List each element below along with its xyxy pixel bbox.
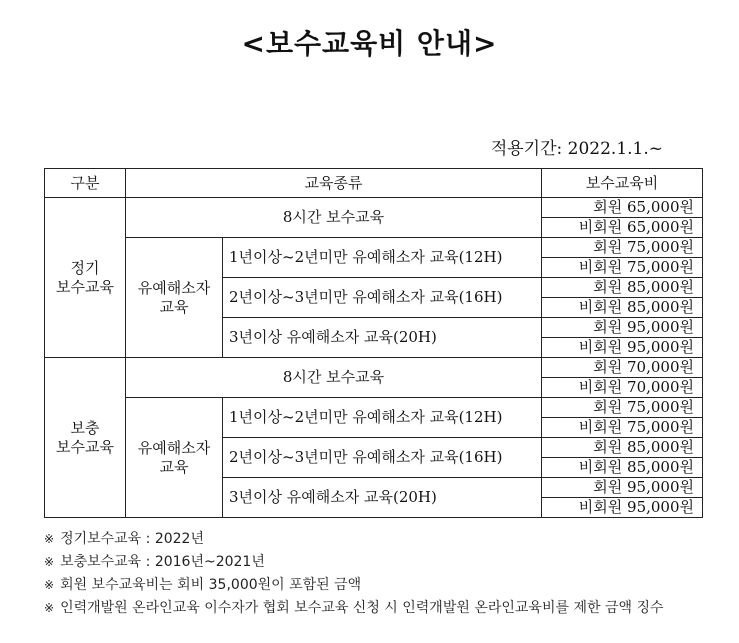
note-item (44, 574, 664, 597)
course-name: 1년이상~2년미만 유예해소자 교육(12H) (223, 238, 542, 278)
applicable-period: 적용기간: 2022.1.1.~ (490, 139, 663, 159)
nonmember-fee: 비회원 95,000원 (542, 498, 703, 518)
note-text: 정기보수교육 : 2022년 (60, 531, 204, 547)
fee-table (44, 168, 703, 518)
member-fee: 회원 85,000원 (542, 438, 703, 458)
member-fee: 회원 85,000원 (542, 278, 703, 298)
header-fee: 보수교육비 (542, 169, 703, 198)
course-name: 8시간 보수교육 (126, 198, 542, 238)
member-fee: 회원 65,000원 (542, 198, 703, 218)
table-row (45, 238, 703, 258)
table-row (45, 358, 703, 378)
table-row (45, 398, 703, 418)
group-deferred (126, 398, 223, 518)
group-label: 유예해소자 교육 (137, 438, 211, 476)
note-item (44, 551, 664, 574)
note-item (44, 528, 664, 551)
member-fee: 회원 75,000원 (542, 238, 703, 258)
course-name: 8시간 보수교육 (126, 358, 542, 398)
page-title: <보수교육비 안내> (241, 27, 498, 60)
nonmember-fee: 비회원 85,000원 (542, 298, 703, 318)
reference-mark: ※ (44, 532, 55, 546)
category-label: 보충 보수교육 (56, 418, 114, 456)
member-fee: 회원 75,000원 (542, 398, 703, 418)
table-row (45, 198, 703, 218)
header-category: 구분 (45, 169, 126, 198)
nonmember-fee: 비회원 70,000원 (542, 378, 703, 398)
member-fee: 회원 70,000원 (542, 358, 703, 378)
note-text: 회원 보수교육비는 회비 35,000원이 포함된 금액 (60, 577, 362, 593)
category-label: 정기 보수교육 (56, 258, 114, 296)
header-education-type: 교육종류 (126, 169, 542, 198)
category-supplementary (45, 358, 126, 518)
category-regular (45, 198, 126, 358)
note-item (44, 597, 664, 620)
nonmember-fee: 비회원 75,000원 (542, 418, 703, 438)
note-text: 인력개발원 온라인교육 이수자가 협회 보수교육 신청 시 인력개발원 온라인교육비를 제한 금액 징수 (60, 600, 664, 616)
reference-mark: ※ (44, 578, 55, 592)
reference-mark: ※ (44, 601, 55, 615)
member-fee: 회원 95,000원 (542, 318, 703, 338)
reference-mark: ※ (44, 555, 55, 569)
nonmember-fee: 비회원 85,000원 (542, 458, 703, 478)
notes-list (44, 528, 664, 620)
course-name: 2년이상~3년미만 유예해소자 교육(16H) (223, 278, 542, 318)
course-name: 1년이상~2년미만 유예해소자 교육(12H) (223, 398, 542, 438)
note-text: 보충보수교육 : 2016년~2021년 (60, 554, 265, 570)
member-fee: 회원 95,000원 (542, 478, 703, 498)
course-name: 3년이상 유예해소자 교육(20H) (223, 478, 542, 518)
nonmember-fee: 비회원 65,000원 (542, 218, 703, 238)
nonmember-fee: 비회원 75,000원 (542, 258, 703, 278)
course-name: 2년이상~3년미만 유예해소자 교육(16H) (223, 438, 542, 478)
nonmember-fee: 비회원 95,000원 (542, 338, 703, 358)
group-deferred (126, 238, 223, 358)
group-label: 유예해소자 교육 (137, 278, 211, 316)
table-header-row (45, 169, 703, 198)
course-name: 3년이상 유예해소자 교육(20H) (223, 318, 542, 358)
